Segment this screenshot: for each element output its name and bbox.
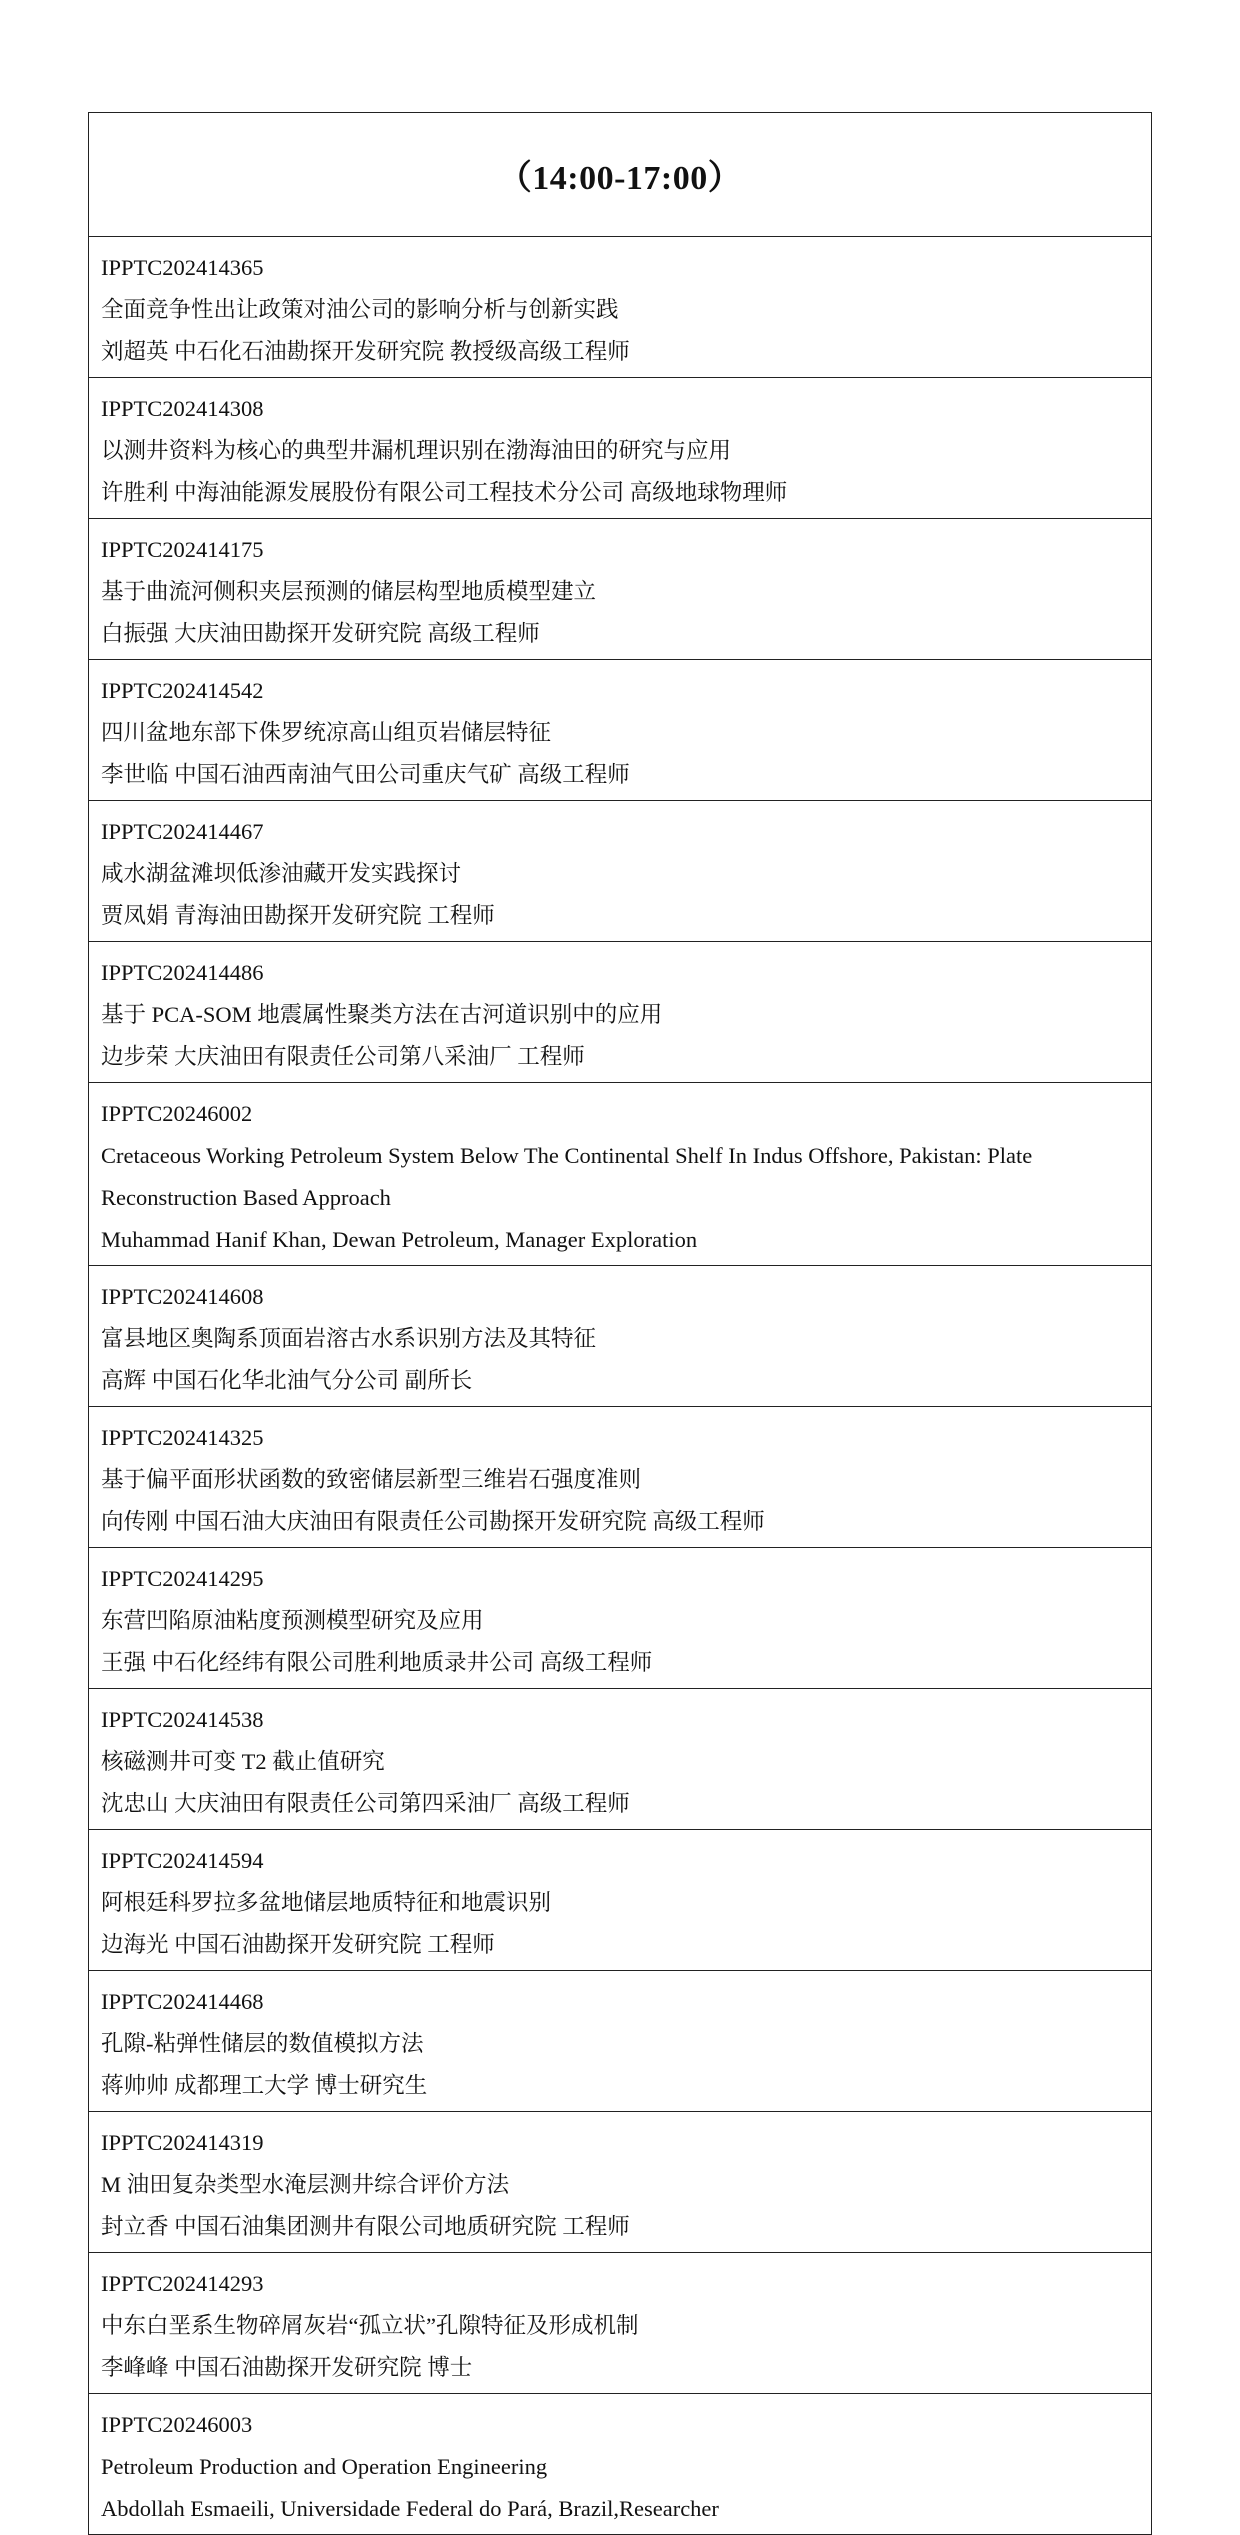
paper-author: 李世临 中国石油西南油气田公司重庆气矿 高级工程师 xyxy=(101,762,630,787)
paper-author: 王强 中石化经纬有限公司胜利地质录井公司 高级工程师 xyxy=(101,1650,653,1675)
paper-entry xyxy=(89,2112,1151,2253)
paper-entry xyxy=(89,942,1151,1083)
paper-id: IPPTC20246002 xyxy=(101,1101,253,1126)
paper-id: IPPTC202414467 xyxy=(101,819,264,844)
paper-title: 阿根廷科罗拉多盆地储层地质特征和地震识别 xyxy=(101,1890,552,1915)
paper-entry xyxy=(89,1830,1151,1971)
paper-title: Cretaceous Working Petroleum System Below The Continental Shelf In Indus Offshore, Pakistan: Plate Reconstruction Based Approach xyxy=(101,1143,1033,1210)
paper-entry xyxy=(89,237,1151,378)
paper-title: 以测井资料为核心的典型井漏机理识别在渤海油田的研究与应用 xyxy=(101,438,732,463)
paper-id: IPPTC202414295 xyxy=(101,1566,264,1591)
session-header xyxy=(89,113,1151,237)
paper-id: IPPTC202414468 xyxy=(101,1989,264,2014)
paper-id: IPPTC202414175 xyxy=(101,537,264,562)
paper-entry xyxy=(89,1971,1151,2112)
paper-entry xyxy=(89,660,1151,801)
paper-title: M 油田复杂类型水淹层测井综合评价方法 xyxy=(101,2172,510,2197)
paper-entry xyxy=(89,1548,1151,1689)
paper-title: 孔隙-粘弹性储层的数值模拟方法 xyxy=(101,2031,424,2056)
paper-title: 基于偏平面形状函数的致密储层新型三维岩石强度准则 xyxy=(101,1467,642,1492)
paper-author: 李峰峰 中国石油勘探开发研究院 博士 xyxy=(101,2355,473,2380)
paper-author: 蒋帅帅 成都理工大学 博士研究生 xyxy=(101,2073,428,2098)
schedule-table xyxy=(88,112,1152,2535)
paper-author: 沈忠山 大庆油田有限责任公司第四采油厂 高级工程师 xyxy=(101,1791,630,1816)
paper-id: IPPTC202414365 xyxy=(101,255,264,280)
paper-title: 基于曲流河侧积夹层预测的储层构型地质模型建立 xyxy=(101,579,597,604)
paper-id: IPPTC202414486 xyxy=(101,960,264,985)
paper-author: 向传刚 中国石油大庆油田有限责任公司勘探开发研究院 高级工程师 xyxy=(101,1509,765,1534)
paper-list xyxy=(89,237,1151,2534)
paper-id: IPPTC202414594 xyxy=(101,1848,264,1873)
paper-author: 边步荣 大庆油田有限责任公司第八采油厂 工程师 xyxy=(101,1044,585,1069)
paper-entry xyxy=(89,1266,1151,1407)
session-time: （14:00-17:00） xyxy=(497,160,743,197)
paper-entry xyxy=(89,1689,1151,1830)
paper-entry xyxy=(89,2253,1151,2394)
paper-title: 咸水湖盆滩坝低渗油藏开发实践探讨 xyxy=(101,861,462,886)
paper-entry xyxy=(89,1407,1151,1548)
paper-title: 中东白垩系生物碎屑灰岩“孤立状”孔隙特征及形成机制 xyxy=(101,2313,639,2338)
paper-author: Muhammad Hanif Khan, Dewan Petroleum, Manager Exploration xyxy=(101,1227,698,1252)
paper-id: IPPTC20246003 xyxy=(101,2412,253,2437)
paper-author: 高辉 中国石化华北油气分公司 副所长 xyxy=(101,1368,473,1393)
paper-title: 核磁测井可变 T2 截止值研究 xyxy=(101,1749,385,1774)
paper-author: Abdollah Esmaeili, Universidade Federal do Pará, Brazil,Researcher xyxy=(101,2496,719,2521)
paper-id: IPPTC202414293 xyxy=(101,2271,264,2296)
paper-entry xyxy=(89,2394,1151,2534)
paper-id: IPPTC202414608 xyxy=(101,1284,264,1309)
paper-id: IPPTC202414308 xyxy=(101,396,264,421)
paper-entry xyxy=(89,519,1151,660)
paper-author: 边海光 中国石油勘探开发研究院 工程师 xyxy=(101,1932,495,1957)
paper-title: 四川盆地东部下侏罗统凉高山组页岩储层特征 xyxy=(101,720,552,745)
paper-entry xyxy=(89,378,1151,519)
paper-title: 基于 PCA-SOM 地震属性聚类方法在古河道识别中的应用 xyxy=(101,1002,663,1027)
paper-author: 白振强 大庆油田勘探开发研究院 高级工程师 xyxy=(101,621,540,646)
paper-entry xyxy=(89,801,1151,942)
paper-title: 全面竞争性出让政策对油公司的影响分析与创新实践 xyxy=(101,297,619,322)
paper-author: 贾凤娟 青海油田勘探开发研究院 工程师 xyxy=(101,903,495,928)
paper-id: IPPTC202414325 xyxy=(101,1425,264,1450)
paper-id: IPPTC202414538 xyxy=(101,1707,264,1732)
paper-id: IPPTC202414542 xyxy=(101,678,264,703)
paper-title: Petroleum Production and Operation Engineering xyxy=(101,2454,548,2479)
paper-title: 东营凹陷原油粘度预测模型研究及应用 xyxy=(101,1608,484,1633)
paper-id: IPPTC202414319 xyxy=(101,2130,264,2155)
paper-author: 封立香 中国石油集团测井有限公司地质研究院 工程师 xyxy=(101,2214,630,2239)
paper-entry xyxy=(89,1083,1151,1266)
paper-author: 许胜利 中海油能源发展股份有限公司工程技术分公司 高级地球物理师 xyxy=(101,480,788,505)
paper-title: 富县地区奥陶系顶面岩溶古水系识别方法及其特征 xyxy=(101,1326,597,1351)
paper-author: 刘超英 中石化石油勘探开发研究院 教授级高级工程师 xyxy=(101,339,630,364)
